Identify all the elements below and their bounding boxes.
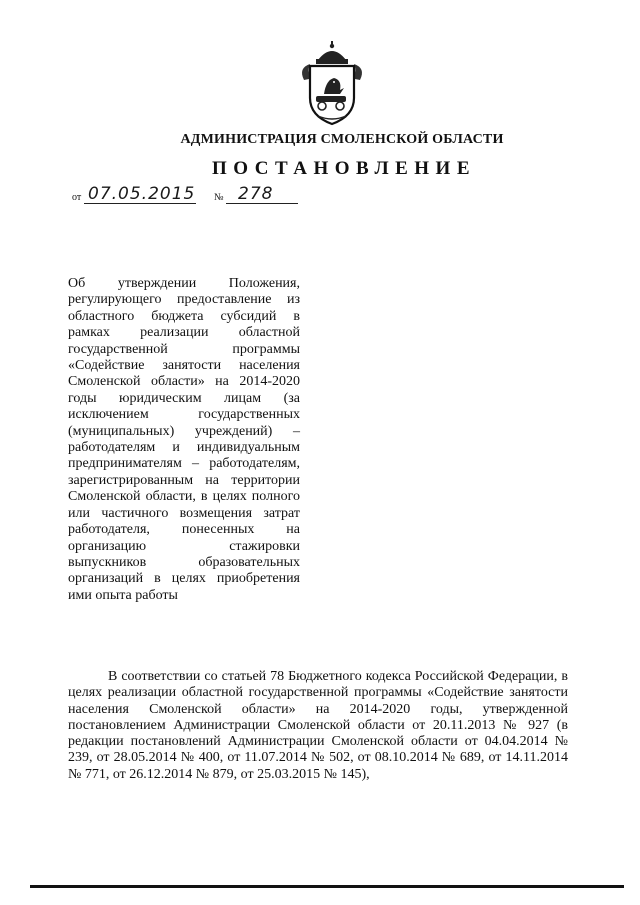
document-type-heading: ПОСТАНОВЛЕНИЕ (211, 158, 477, 179)
document-title: Об утверждении Положения, регулирующего предоставление из областного бюджета субсидий в рамках реализации областной государственной программы «Содействие занятости населения Смоленской области» на 2014-2020 годы юридическим лицам (за исключением государственных (муниципальных) учреждений) – работодателям и индивидуальным предпринимателям – работодателям, зарегистрированным на территории Смоленской области, в целях полного или частичного возмещения затрат работодателя, понесенных на организацию стажировки выпускников образовательных организаций в целях приобретения ими опыта работы (68, 276, 300, 603)
registration-line (72, 183, 312, 207)
date-value: 07.05.2015 (88, 184, 196, 204)
bottom-divider (30, 885, 624, 888)
number-value: 278 (238, 184, 274, 204)
smolensk-coat-of-arms-icon (296, 40, 368, 126)
organization-name: АДМИНИСТРАЦИЯ СМОЛЕНСКОЙ ОБЛАСТИ (180, 132, 504, 147)
number-prefix-label: № (214, 192, 224, 203)
date-prefix-label: от (72, 192, 82, 203)
body-paragraph: В соответствии со статьей 78 Бюджетного кодекса Российской Федерации, в целях реализации областной государственной программы «Содействие занятости населения Смоленской области» на 2014-2020 годы, утвержденной постановлением Администрации Смоленской области от 20.11.2013 № 927 (в редакции постановлений Администрации Смоленской области от 04.04.2014 № 239, от 28.05.2014 № 400, от 11.07.2014 № 502, от 08.10.2014 № 689, от 14.11.2014 № 771, от 26.12.2014 № 879, от 25.03.2015 № 145), (68, 669, 568, 782)
